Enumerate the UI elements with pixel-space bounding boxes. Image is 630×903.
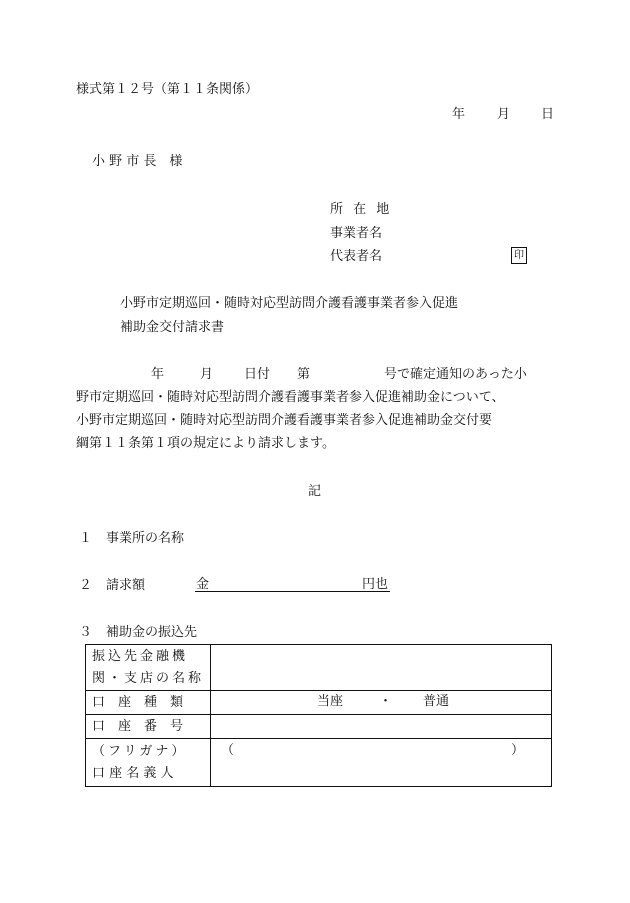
amount-prefix: 金 bbox=[196, 577, 210, 592]
item1-label: 事業所の名称 bbox=[106, 531, 185, 546]
account-holder-value-cell[interactable] bbox=[211, 739, 552, 787]
table-row bbox=[86, 739, 552, 787]
address-label: 所 在 地 bbox=[330, 202, 393, 217]
bank-transfer-table bbox=[85, 644, 552, 787]
furigana-paren-open: （ bbox=[221, 743, 235, 758]
body-line4: 綱第１１条第１項の規定により請求します。 bbox=[76, 436, 335, 451]
bank-label-line1: 振込先金融機 bbox=[92, 648, 189, 664]
account-type-value-cell[interactable] bbox=[211, 691, 552, 715]
body-year: 年 bbox=[151, 367, 165, 382]
body-month: 月 bbox=[200, 367, 214, 382]
body-line2: 野市定期巡回・随時対応型訪問介護看護事業者参入促進補助金について、 bbox=[76, 390, 505, 405]
date-year: 年 bbox=[452, 107, 466, 122]
account-number-label: 口 座 番 号 bbox=[92, 718, 184, 734]
bank-name-label-cell bbox=[86, 645, 211, 691]
item3-label: 補助金の振込先 bbox=[106, 625, 198, 640]
body-line1-rest: 号で確定通知のあった小 bbox=[384, 367, 527, 382]
account-type-separator: ・ bbox=[379, 694, 393, 709]
body-day: 日付 bbox=[244, 367, 271, 382]
bank-label-line2: 関・支店の名称 bbox=[92, 670, 205, 686]
table-row bbox=[86, 645, 552, 691]
item2-number: ２ bbox=[79, 578, 93, 593]
furigana-paren-close: ） bbox=[511, 743, 525, 758]
business-name-label: 事業者名 bbox=[330, 226, 383, 241]
amount-suffix: 円也 bbox=[362, 577, 389, 592]
date-day: 日 bbox=[541, 107, 555, 122]
body-number-prefix: 第 bbox=[297, 367, 311, 382]
amount-underline bbox=[195, 591, 390, 592]
account-type-label-cell bbox=[86, 691, 211, 715]
date-month: 月 bbox=[497, 107, 511, 122]
account-type-ordinary[interactable]: 普通 bbox=[423, 694, 450, 709]
item2-label: 請求額 bbox=[106, 578, 146, 593]
addressee: 小 野 市 長 様 bbox=[92, 154, 183, 169]
table-row bbox=[86, 691, 552, 715]
table-row bbox=[86, 715, 552, 739]
furigana-label: （フリガナ） bbox=[92, 743, 188, 759]
body-line3: 小野市定期巡回・随時対応型訪問介護看護事業者参入促進補助金交付要 bbox=[76, 413, 493, 428]
account-number-value-cell[interactable] bbox=[211, 715, 552, 739]
document-title-line2: 補助金交付請求書 bbox=[120, 320, 225, 335]
form-number: 様式第１２号（第１１条関係） bbox=[76, 82, 259, 97]
item3-number: ３ bbox=[79, 625, 93, 640]
representative-label: 代表者名 bbox=[330, 249, 383, 264]
account-holder-label: 口 座 名 義 人 bbox=[92, 765, 174, 781]
document-title-line1: 小野市定期巡回・随時対応型訪問介護看護事業者参入促進 bbox=[120, 296, 459, 311]
item1-number: １ bbox=[79, 531, 93, 546]
account-type-label: 口 座 種 類 bbox=[92, 694, 184, 710]
account-type-current[interactable]: 当座 bbox=[317, 694, 344, 709]
seal-mark: 印 bbox=[511, 247, 527, 264]
ki-heading: 記 bbox=[308, 484, 322, 499]
bank-name-value-cell[interactable] bbox=[211, 645, 552, 691]
account-number-label-cell bbox=[86, 715, 211, 739]
account-holder-label-cell bbox=[86, 739, 211, 787]
